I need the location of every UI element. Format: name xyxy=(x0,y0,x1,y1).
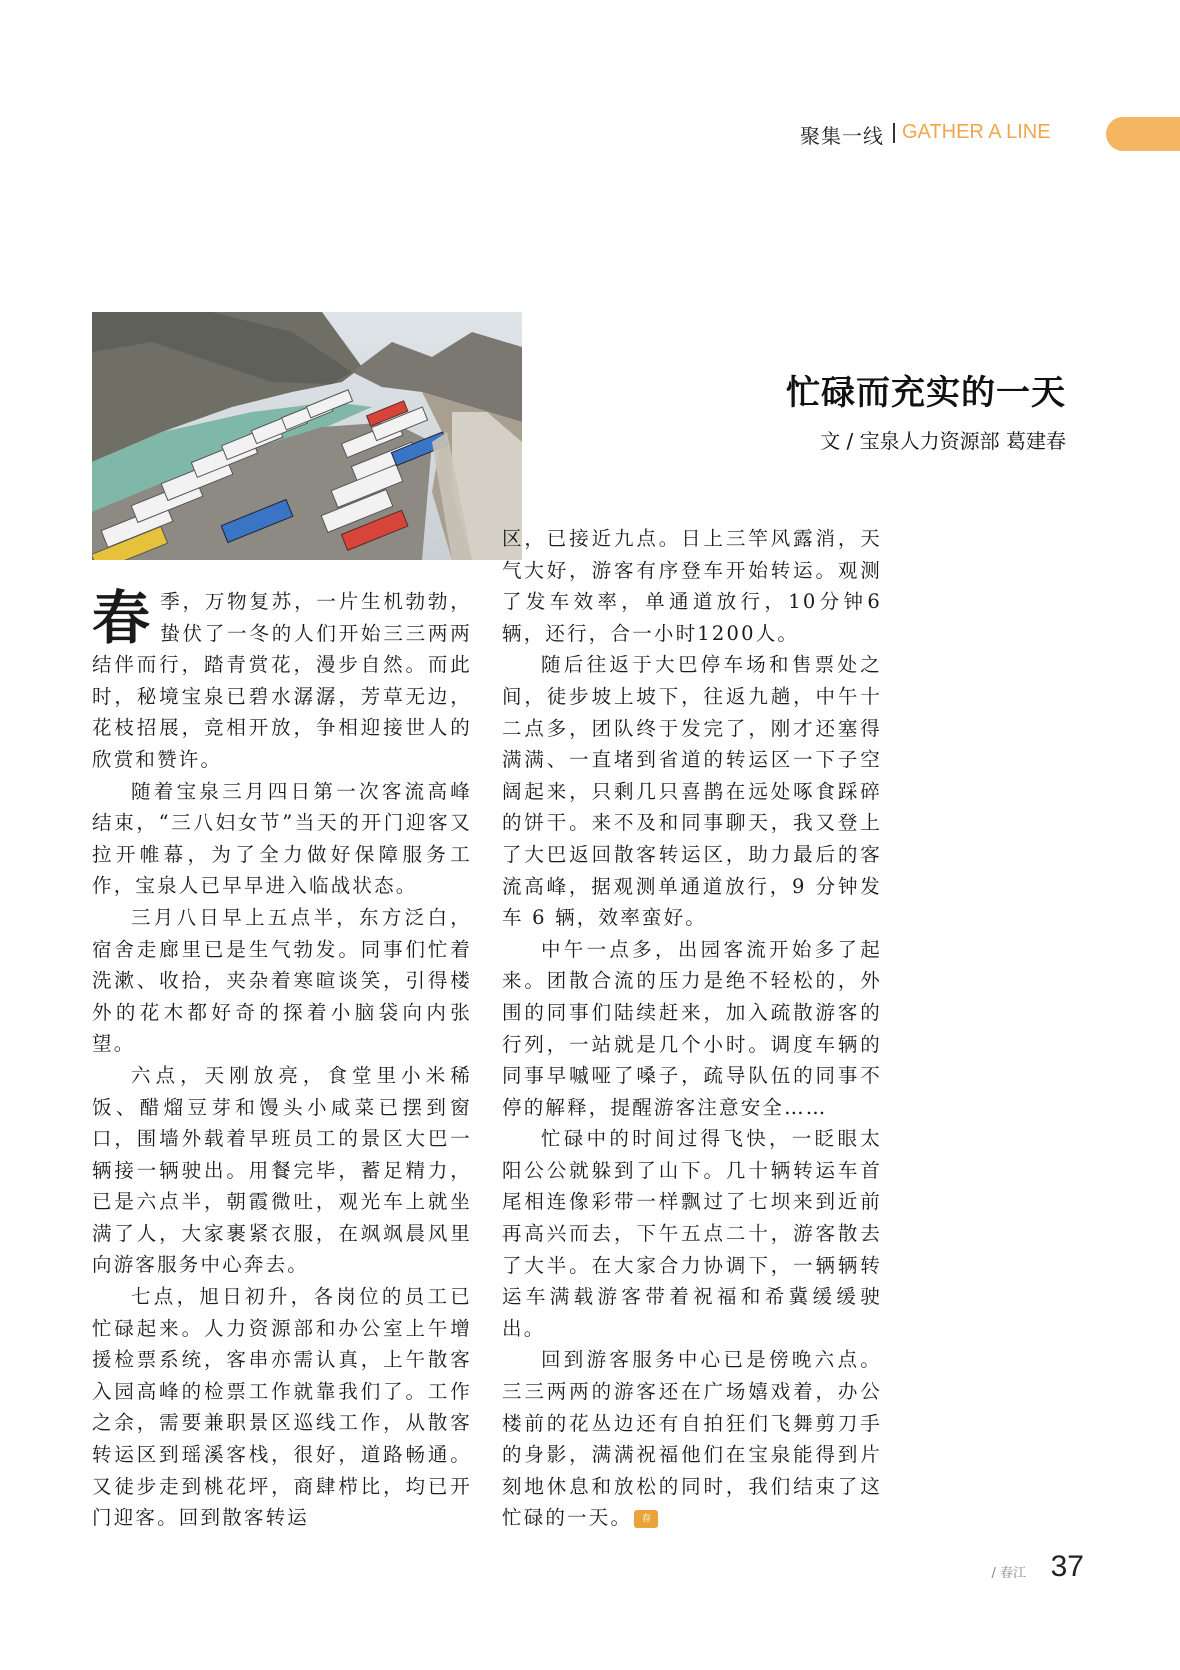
paragraph: 随后往返于大巴停车场和售票处之间，徒步坡上坡下，往返九趟，中午十二点多，团队终于发完了，刚才还塞得满满、一直堵到省道的转运区一下子空阔起来，只剩几只喜鹊在远处啄食踩碎的饼干。来不及和同事聊天，我又登上了大巴返回散客转运区，助力最后的客流高峰，据观测单通道放行，9 分钟发车 6 辆，效率蛮好。 xyxy=(502,653,882,930)
paragraph xyxy=(502,1344,882,1534)
article-title: 忙碌而充实的一天 xyxy=(786,373,1066,413)
paragraph: 六点，天刚放亮，食堂里小米稀饭、醋熘豆芽和馒头小咸菜已摆到窗口，围墙外载着早班员工的景区大巴一辆接一辆驶出。用餐完毕，蓄足精力，已是六点半，朝霞微吐，观光车上就坐满了人，大家裹紧衣服，在飒飒晨风里向游客服务中心奔去。 xyxy=(92,1063,472,1277)
section-divider xyxy=(893,123,895,143)
paragraph-text: 回到游客服务中心已是傍晚六点。三三两两的游客还在广场嬉戏着，办公楼前的花丛边还有自拍狂们飞舞剪刀手的身影，满满祝福他们在宝泉能得到片刻地休息和放松的同时，我们结束了这忙碌的一天。 xyxy=(502,1348,882,1530)
paragraph xyxy=(92,586,472,776)
scenic-bus-parking-photo xyxy=(92,312,522,560)
section-title-en: GATHER A LINE xyxy=(902,121,1051,143)
text-column-left xyxy=(92,586,472,1534)
text-column-right xyxy=(502,523,882,1534)
paragraph-text: 季，万物复苏，一片生机勃勃，蛰伏了一冬的人们开始三三两两结伴而行，踏青赏花，漫步自然。而此时，秘境宝泉已碧水潺潺，芳草无边，花枝招展，竞相开放，争相迎接世人的欣赏和赞许。 xyxy=(92,590,472,771)
paragraph-continued: 区，已接近九点。日上三竿风露消，天气大好，游客有序登车开始转运。观测了发车效率，单通道放行，10分钟6辆，还行，合一小时1200人。 xyxy=(502,527,882,645)
article-photo xyxy=(92,312,522,560)
paragraph: 随着宝泉三月四日第一次客流高峰结束，“三八妇女节”当天的开门迎客又拉开帷幕，为了全力做好保障服务工作，宝泉人已早早进入临战状态。 xyxy=(92,779,472,898)
magazine-name: / 春江 xyxy=(991,1566,1026,1581)
end-mark-icon: 春 xyxy=(634,1510,658,1528)
section-header xyxy=(0,117,1180,149)
article-byline: 文 / 宝泉人力资源部 葛建春 xyxy=(820,429,1066,453)
page-number: 37 xyxy=(1050,1550,1084,1583)
paragraph: 三月八日早上五点半，东方泛白，宿舍走廊里已是生气勃发。同事们忙着洗漱、收拾，夹杂着寒暄谈笑，引得楼外的花木都好奇的探着小脑袋向内张望。 xyxy=(92,905,472,1056)
section-tab-marker xyxy=(1106,117,1180,151)
section-title-cn: 聚集一线 xyxy=(800,124,884,148)
paragraph: 中午一点多，出园客流开始多了起来。团散合流的压力是绝不轻松的，外围的同事们陆续赶来，加入疏散游客的行列，一站就是几个小时。调度车辆的同事早嘁哑了嗓子，疏导队伍的同事不停的解释，提醒游客注意安全…… xyxy=(502,937,882,1119)
drop-cap: 春 xyxy=(92,584,153,652)
paragraph: 七点，旭日初升，各岗位的员工已忙碌起来。人力资源部和办公室上午增援检票系统，客串亦需认真，上午散客入园高峰的检票工作就靠我们了。工作之余，需要兼职景区巡线工作，从散客转运区到瑶溪客栈，很好，道路畅通。又徒步走到桃花坪，商肆栉比，均已开门迎客。回到散客转运 xyxy=(92,1285,472,1530)
paragraph: 忙碌中的时间过得飞快，一眨眼太阳公公就躲到了山下。几十辆转运车首尾相连像彩带一样飘过了七坝来到近前再高兴而去，下午五点二十，游客散去了大半。在大家合力协调下，一辆辆转运车满载游客带着祝福和希冀缓缓驶出。 xyxy=(502,1127,882,1340)
